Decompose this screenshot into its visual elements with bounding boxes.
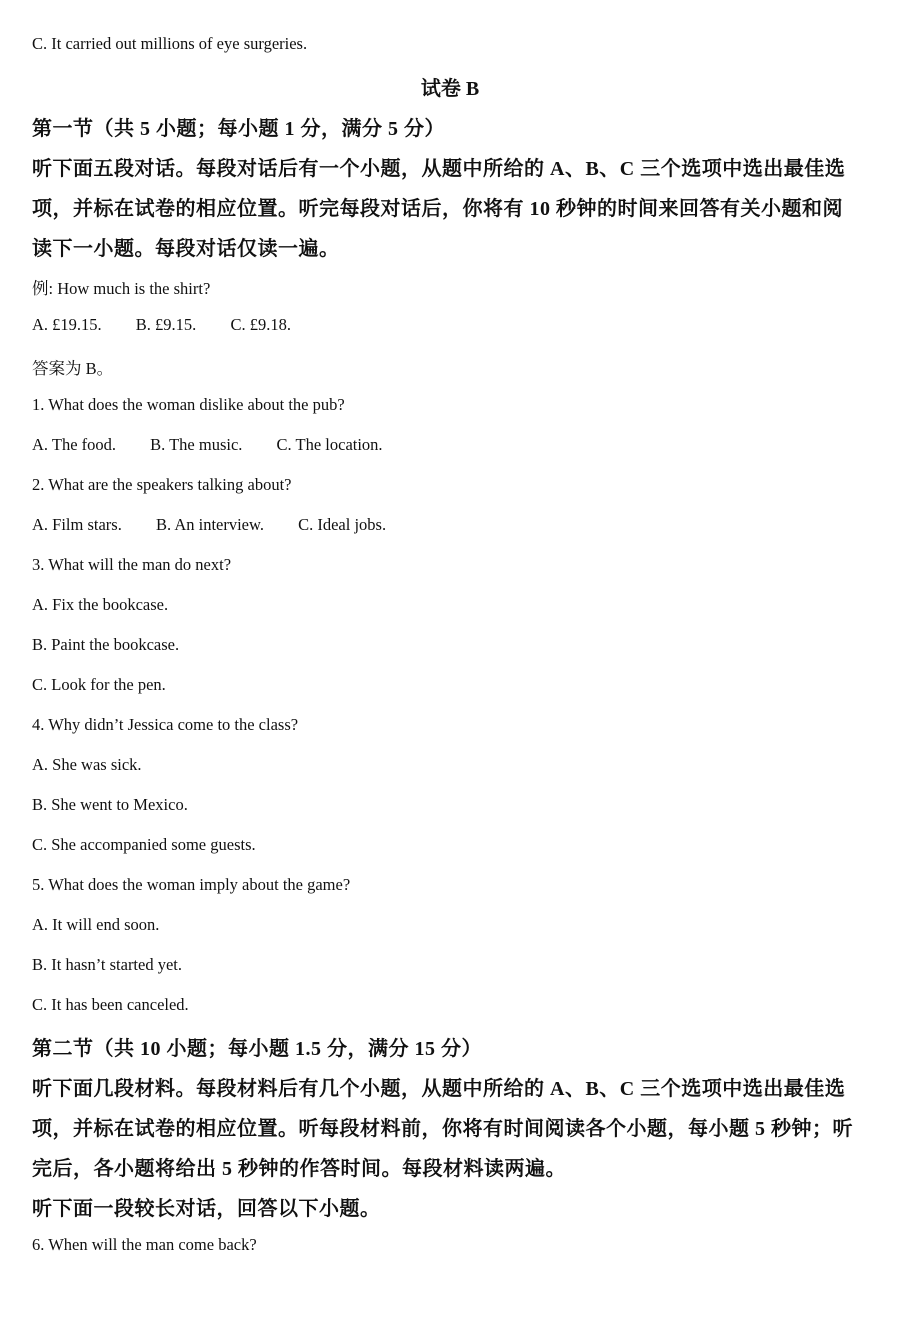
q2-option-a: A. Film stars. [32,515,122,534]
section1-instruction-line: 项，并标在试卷的相应位置。听完每段对话后，你将有 10 秒钟的时间来回答有关小题和阅 [32,198,843,220]
q4-option-b: B. She went to Mexico. [32,795,188,814]
q5-option-b: B. It hasn’t started yet. [32,955,182,974]
q1-option-a: A. The food. [32,435,117,454]
section1-instruction-line: 读下一小题。每段对话仅读一遍。 [32,238,340,260]
section2-sub-instruction: 听下面一段较长对话，回答以下小题。 [32,1198,381,1220]
q4-option-a: A. She was sick. [32,755,142,774]
q2-option-b: B. An interview. [155,515,264,534]
q2-option-c: C. Ideal jobs. [298,515,387,534]
example-option-c: C. £9.18. [230,315,291,334]
paper-title: 试卷 B [420,78,480,100]
section2-instruction-line: 项，并标在试卷的相应位置。听每段材料前，你将有时间阅读各个小题，每小题 5 秒钟；听 [32,1118,853,1140]
example-question: 例: How much is the shirt? [32,279,211,298]
q4-option-c: C. She accompanied some guests. [32,835,256,854]
question-6: 6. When will the man come back? [32,1235,257,1254]
section1-instruction-line: 听下面五段对话。每段对话后有一个小题，从题中所给的 A、B、C 三个选项中选出最佳选 [32,158,846,180]
question-3: 3. What will the man do next? [32,555,232,574]
q1-option-c: C. The location. [276,435,383,454]
section2-heading: 第二节（共 10 小题；每小题 1.5 分，满分 15 分） [32,1038,482,1060]
question-4: 4. Why didn’t Jessica come to the class? [32,715,299,734]
question-1: 1. What does the woman dislike about the pub? [32,395,345,414]
q3-option-a: A. Fix the bookcase. [32,595,169,614]
q5-option-c: C. It has been canceled. [32,995,189,1014]
question-5: 5. What does the woman imply about the game? [32,875,351,894]
previous-option-c: C. It carried out millions of eye surgeries. [32,34,308,53]
section2-instruction-line: 听下面几段材料。每段材料后有几个小题，从题中所给的 A、B、C 三个选项中选出最佳选 [32,1078,846,1100]
section2-instruction-line: 完后，各小题将给出 5 秒钟的作答时间。每段材料读两遍。 [32,1158,566,1180]
q3-option-c: C. Look for the pen. [32,675,166,694]
section1-heading: 第一节（共 5 小题；每小题 1 分，满分 5 分） [32,118,445,140]
example-option-b: B. £9.15. [135,315,197,334]
example-options [32,315,291,335]
example-answer: 答案为 B。 [32,359,114,378]
q5-option-a: A. It will end soon. [32,915,160,934]
question-2-options [32,515,386,535]
q1-option-b: B. The music. [150,435,243,454]
question-2: 2. What are the speakers talking about? [32,475,292,494]
q3-option-b: B. Paint the bookcase. [32,635,180,654]
question-1-options [32,435,383,455]
example-option-a: A. £19.15. [32,315,102,334]
